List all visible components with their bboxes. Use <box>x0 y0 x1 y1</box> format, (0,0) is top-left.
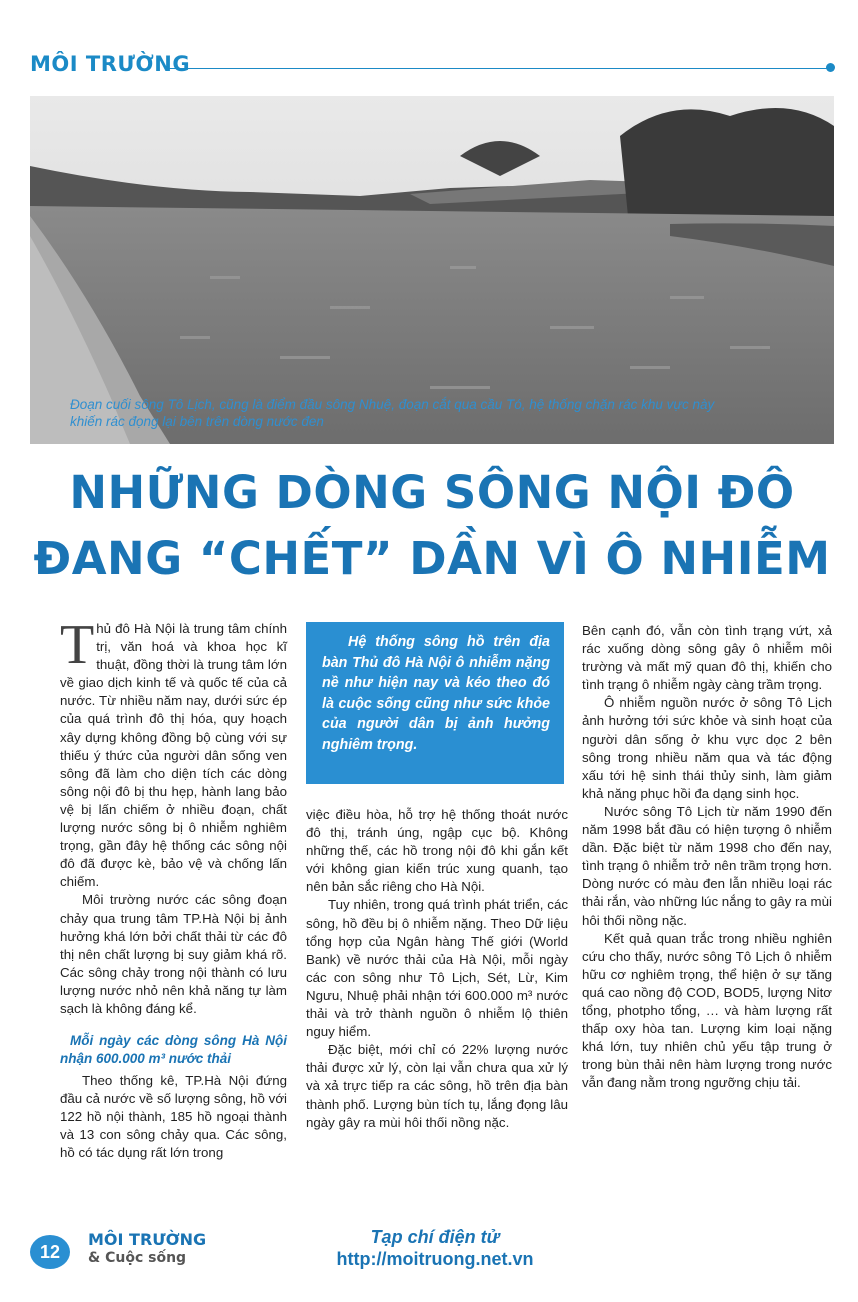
section-title: MÔI TRƯỜNG <box>30 52 191 76</box>
paragraph-5: Đặc biệt, mới chỉ có 22% lượng nước thải được xử lý, còn lại vẫn chưa qua xử lý và xả trực tiếp ra các sông, hồ trên địa bàn thành phố. Lượng bùn tích tụ, lắng đọng lâu ngày gây ra mùi hôi thối nồng nặc. <box>306 1042 568 1130</box>
page-number: 12 <box>30 1235 70 1269</box>
paragraph-6: Bên cạnh đó, vẫn còn tình trạng vứt, xả rác xuống dòng sông gây ô nhiễm môi trường và mất mỹ quan đô thị, khiến cho tình trạng ô nhiễm ngày càng trầm trọng. <box>582 623 832 693</box>
section-dot-icon <box>826 63 835 72</box>
paragraph-8: Nước sông Tô Lịch từ năm 1990 đến năm 1998 bắt đầu có hiện tượng ô nhiễm dần. Đặc biệt từ năm 1998 cho đến nay, tình trạng ô nhiễm trở nên trầm trọng hơn. Dòng nước có màu đen lẫn nhiều loại rác thải rắn, vào những lúc nắng to gây ra mùi hôi thối nồng nặc. <box>582 803 832 928</box>
column-1 <box>60 614 287 1163</box>
article-headline <box>30 460 834 592</box>
magazine-logo-subtitle: & Cuộc sống <box>88 1250 187 1266</box>
subheading: Mỗi ngày các dòng sông Hà Nội nhận 600.000 m³ nước thải <box>60 1033 287 1067</box>
headline-line-2: ĐANG “CHẾT” DẦN VÌ Ô NHIỄM <box>33 532 831 585</box>
headline-line-1: NHỮNG DÒNG SÔNG NỘI ĐÔ <box>69 466 795 519</box>
column-3 <box>582 622 832 1092</box>
section-header <box>30 52 842 82</box>
drop-cap: T <box>60 614 95 676</box>
river-photo <box>30 96 834 444</box>
section-divider <box>166 68 828 69</box>
paragraph-9: Kết quả quan trắc trong nhiều nghiên cứu cho thấy, nước sông Tô Lịch ô nhiễm hữu cơ nghiêm trọng, thể hiện ở sự tăng quá cao nồng độ COD, BOD5, lượng Nitơ tổng, photpho tổng, … và hàm lượng rất thấp oxy hòa tan. Lượng kim loại nặng khá lớn, tuy nhiên chủ yếu tập trung ở trong bùn thải nên hàm lượng trong nước vẫn đang nằm trong ngưỡng chịu tải. <box>582 930 832 1091</box>
paragraph-2: Môi trường nước các sông đoạn chảy qua trung tâm TP.Hà Nội bị ảnh hưởng khá lớn bởi chất thải từ các đô thị nên chất lượng bị suy giảm khá rõ. Các sông chảy trong nội thành có lưu lượng nước nhỏ nên khả năng tự làm sạch là không đáng kể. <box>60 892 287 1016</box>
pull-quote-text: Hệ thống sông hồ trên địa bàn Thủ đô Hà Nội ô nhiễm nặng nề như hiện nay và kéo theo đó là cuộc sống cũng như sức khỏe của người dân bị ảnh hưởng nghiêm trọng. <box>322 634 550 753</box>
pull-quote <box>306 622 564 784</box>
paragraph-3-continued: việc điều hòa, hỗ trợ hệ thống thoát nước đô thị, tránh úng, ngập cục bộ. Không những thế, các hồ trong nội đô khi gắn kết với không gian kiến trúc xung quanh, tạo nên bản sắc riêng cho Hà Nội. <box>306 807 568 895</box>
paragraph-7: Ô nhiễm nguồn nước ở sông Tô Lịch ảnh hưởng tới sức khỏe và sinh hoạt của người dân sống ở khu vực dọc 2 bên sông trong nhiều năm qua và tác động xấu tới hệ sinh thái thủy sinh, làm giảm khả năng phục hồi đa dạng sinh học. <box>582 695 832 801</box>
paragraph-1 <box>60 614 287 891</box>
paragraph-3: Theo thống kê, TP.Hà Nội đứng đầu cả nước về số lượng sông, hồ với 122 hồ nội thành, 185 hồ ngoại thành và 13 con sông chảy qua. Các sông, hồ có tác dụng rất lớn trong <box>60 1073 287 1161</box>
paragraph-4: Tuy nhiên, trong quá trình phát triển, các sông, hồ đều bị ô nhiễm nặng. Theo Dữ liệu tổng hợp của Ngân hàng Thế giới (World Bank) về nước thải của Hà Nội, mỗi ngày các con sông như Tô Lịch, Sét, Lừ, Kim Ngưu, Nhuệ phải nhận tới 600.000 m³ nước thải và trở thành nguồn ô nhiễm lộ thiên nguy hiểm. <box>306 897 568 1040</box>
photo-caption: Đoạn cuối sông Tô Lịch, cũng là điểm đầu sông Nhuệ, đoạn cắt qua cầu Tó, hệ thống chặn rác khu vực này khiến rác đọng lại bên trên dòng nước đen <box>70 397 715 429</box>
column-2 <box>306 806 568 1132</box>
footer-url-link[interactable]: http://moitruong.net.vn <box>336 1249 534 1269</box>
magazine-logo-title: MÔI TRƯỜNG <box>88 1230 207 1249</box>
footer-tagline: Tạp chí điện tử <box>370 1227 500 1247</box>
paragraph-1-text: hủ đô Hà Nội là trung tâm chính trị, văn hoá và khoa học kĩ thuật, đồng thời là trung tâm lớn về giao dịch kinh tế và quốc tế của cả nước. Từ nhiều năm nay, dưới sức ép của quá trình đô thị hóa, quy hoạch xây dựng không đồng bộ cùng với sự thiếu ý thức của người dân sống ven sông đã làm cho diện tích các dòng sông nội đô bị thu hẹp, hành lang bảo vệ bị lấn chiếm ở nhiều đoạn, chất lượng nước sông bị ô nhiễm nghiêm trọng, gần đây hệ thống các sông nội đô đã được kè, bảo vệ và chống lấn chiếm. <box>60 621 287 890</box>
